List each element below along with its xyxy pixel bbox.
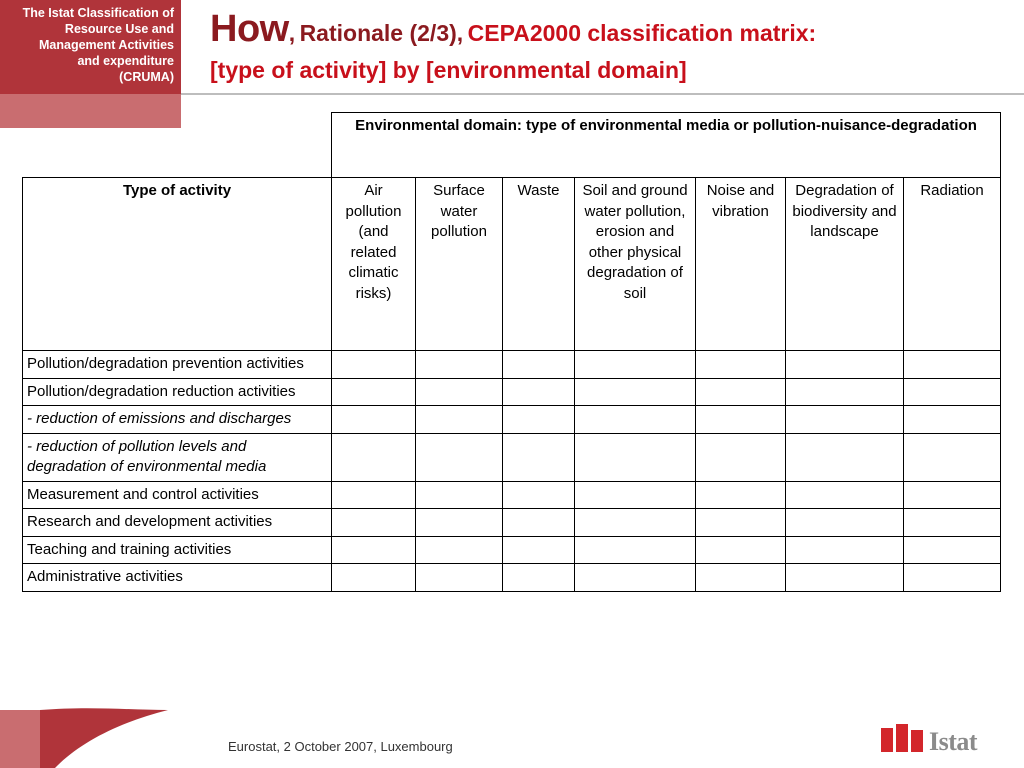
- matrix-cell: [332, 509, 416, 537]
- matrix-cell: [332, 406, 416, 434]
- matrix-cell: [575, 378, 696, 406]
- table-row: [23, 509, 1001, 537]
- row-label: Research and development activities: [23, 509, 332, 537]
- matrix-cell: [416, 481, 503, 509]
- sidebar-title-line: and expenditure: [77, 54, 174, 68]
- matrix-cell: [332, 564, 416, 592]
- matrix-cell: [332, 536, 416, 564]
- table-row: [23, 536, 1001, 564]
- column-header-air: Air pollution (and related climatic risks): [332, 178, 416, 351]
- page-title: [210, 8, 816, 51]
- matrix-cell: [332, 351, 416, 379]
- sidebar-title: [0, 5, 174, 85]
- matrix-cell: [575, 406, 696, 434]
- matrix-cell: [786, 564, 904, 592]
- title-comma: ,: [288, 20, 296, 46]
- matrix-cell: [696, 433, 786, 481]
- matrix-cell: [503, 564, 575, 592]
- matrix-body: [23, 351, 1001, 592]
- title-how: How: [210, 8, 289, 50]
- matrix-cell: [904, 509, 1001, 537]
- matrix-cell: [416, 433, 503, 481]
- matrix-cell: [696, 406, 786, 434]
- type-of-activity-header: Type of activity: [23, 178, 332, 351]
- matrix-cell: [786, 536, 904, 564]
- blank-corner-cell: [23, 113, 332, 178]
- matrix-cell: [575, 351, 696, 379]
- sidebar-banner: [0, 0, 181, 94]
- matrix-cell: [332, 481, 416, 509]
- row-label: Pollution/degradation reduction activities: [23, 378, 332, 406]
- row-label: Teaching and training activities: [23, 536, 332, 564]
- matrix-cell: [904, 564, 1001, 592]
- row-label: Pollution/degradation prevention activities: [23, 351, 332, 379]
- matrix-cell: [575, 536, 696, 564]
- matrix-cell: [904, 406, 1001, 434]
- matrix-cell: [416, 406, 503, 434]
- column-header-noise: Noise and vibration: [696, 178, 786, 351]
- matrix-cell: [503, 351, 575, 379]
- matrix-cell: [575, 433, 696, 481]
- table-row: [23, 481, 1001, 509]
- matrix-cell: [503, 433, 575, 481]
- table-row: [23, 351, 1001, 379]
- title-rationale: Rationale (2/3),: [299, 20, 464, 46]
- matrix-cell: [786, 481, 904, 509]
- domain-header-row: [23, 113, 1001, 178]
- istat-logo-icon: [881, 724, 927, 754]
- column-header-waste: Waste: [503, 178, 575, 351]
- matrix-cell: [786, 509, 904, 537]
- matrix-cell: [575, 481, 696, 509]
- matrix-cell: [503, 481, 575, 509]
- table-row: [23, 406, 1001, 434]
- matrix-cell: [786, 378, 904, 406]
- header-divider: [181, 93, 1024, 95]
- matrix-cell: [503, 406, 575, 434]
- sidebar-title-line: (CRUMA): [119, 70, 174, 84]
- matrix-cell: [904, 481, 1001, 509]
- matrix-cell: [416, 378, 503, 406]
- title-cepa: CEPA2000 classification matrix:: [467, 20, 817, 46]
- matrix-cell: [696, 564, 786, 592]
- page-subtitle: [type of activity] by [environmental domain]: [210, 57, 687, 83]
- matrix-cell: [696, 509, 786, 537]
- matrix-cell: [904, 378, 1001, 406]
- matrix-cell: [696, 351, 786, 379]
- table-row: [23, 433, 1001, 481]
- matrix-cell: [416, 564, 503, 592]
- matrix-cell: [786, 406, 904, 434]
- column-header-row: [23, 178, 1001, 351]
- istat-logo-text: Istat: [929, 727, 978, 756]
- matrix-cell: [416, 536, 503, 564]
- matrix-cell: [332, 433, 416, 481]
- matrix-cell: [575, 564, 696, 592]
- matrix-cell: [503, 378, 575, 406]
- matrix-cell: [416, 509, 503, 537]
- footer-decoration: [0, 702, 170, 768]
- sidebar-title-line: The Istat Classification of: [22, 6, 174, 20]
- row-label: Measurement and control activities: [23, 481, 332, 509]
- column-header-soil: Soil and ground water pollution, erosion and other physical degradation of soil: [575, 178, 696, 351]
- column-header-surface-water: Surface water pollution: [416, 178, 503, 351]
- matrix-cell: [696, 536, 786, 564]
- table-row: [23, 564, 1001, 592]
- row-label: - reduction of emissions and discharges: [23, 406, 332, 434]
- row-label: - reduction of pollution levels and degradation of environmental media: [23, 433, 332, 481]
- matrix-cell: [904, 433, 1001, 481]
- matrix-cell: [696, 481, 786, 509]
- matrix-cell: [696, 378, 786, 406]
- matrix-cell: [575, 509, 696, 537]
- row-label: Administrative activities: [23, 564, 332, 592]
- matrix-cell: [503, 509, 575, 537]
- classification-matrix: [22, 112, 1001, 592]
- sidebar-title-line: Management Activities: [39, 38, 174, 52]
- matrix-cell: [416, 351, 503, 379]
- matrix-cell: [332, 378, 416, 406]
- column-header-radiation: Radiation: [904, 178, 1001, 351]
- matrix-cell: [503, 536, 575, 564]
- footer-text: Eurostat, 2 October 2007, Luxembourg: [228, 739, 453, 754]
- matrix-cell: [904, 351, 1001, 379]
- domain-header: Environmental domain: type of environmental media or pollution-nuisance-degradation: [332, 113, 1001, 178]
- matrix-cell: [786, 433, 904, 481]
- column-header-biodiversity: Degradation of biodiversity and landscape: [786, 178, 904, 351]
- table-row: [23, 378, 1001, 406]
- matrix-cell: [904, 536, 1001, 564]
- matrix-cell: [786, 351, 904, 379]
- sidebar-title-line: Resource Use and: [64, 22, 174, 36]
